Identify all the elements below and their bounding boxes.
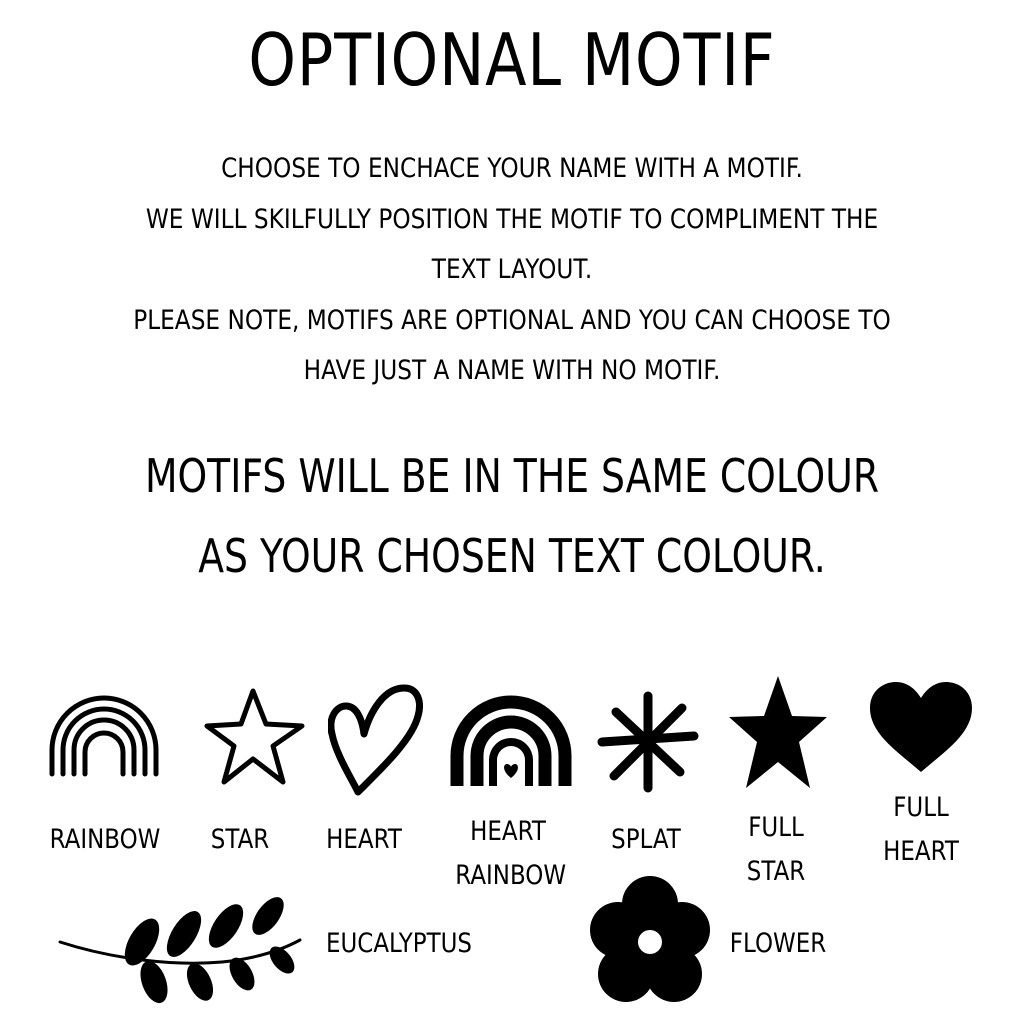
intro-line: WE WILL SKILFULLY POSITION THE MOTIF TO COMPLIMENT THE [145, 203, 879, 235]
heart-rainbow-icon [448, 694, 574, 786]
page-title: OPTIONAL MOTIF [248, 18, 776, 102]
flower-icon [588, 876, 712, 1010]
intro-line: PLEASE NOTE, MOTIFS ARE OPTIONAL AND YOU CAN CHOOSE TO [133, 304, 891, 336]
star-outline-icon [203, 686, 307, 790]
intro-line: HAVE JUST A NAME WITH NO MOTIF. [303, 355, 721, 386]
rainbow-outline-icon [46, 692, 162, 778]
colour-note [92, 436, 932, 596]
eucalyptus-icon [56, 890, 306, 1010]
motif-label-full-star: FULL STAR [746, 812, 806, 887]
colour-note-line: AS YOUR CHOSEN TEXT COLOUR. [198, 529, 826, 583]
motif-label-star: STAR [210, 824, 270, 855]
full-heart-icon [868, 680, 974, 774]
colour-note-line: MOTIFS WILL BE IN THE SAME COLOUR [144, 449, 880, 503]
motif-label-heart-rainbow: HEART RAINBOW [455, 816, 567, 891]
motif-label-rainbow: RAINBOW [49, 824, 161, 855]
motif-label-full-heart: FULL HEART [883, 792, 959, 867]
intro-line: TEXT LAYOUT. [431, 254, 593, 285]
splat-icon [596, 690, 700, 794]
motif-label-heart: HEART [326, 824, 402, 855]
motif-label-eucalyptus: EUCALYPTUS [325, 928, 473, 959]
motif-label-splat: SPLAT [611, 824, 681, 855]
heart-outline-icon [328, 684, 424, 796]
motif-label-flower: FLOWER [729, 928, 827, 959]
full-star-icon [728, 674, 828, 792]
intro-line: CHOOSE TO ENCHACE YOUR NAME WITH A MOTIF. [221, 153, 803, 184]
intro-text [72, 144, 953, 397]
